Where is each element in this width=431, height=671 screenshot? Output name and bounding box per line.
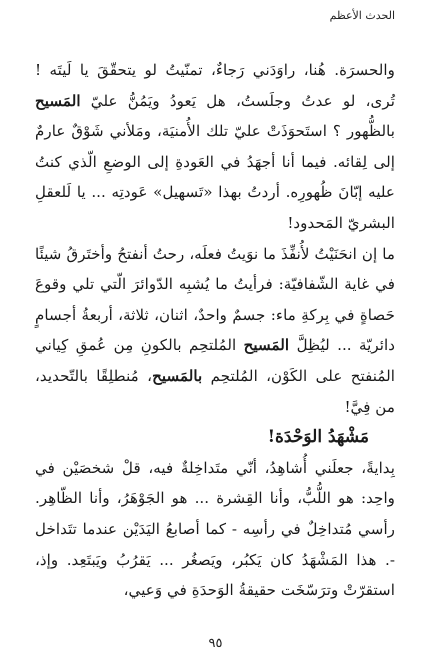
text-run: بالظُّهور ؟ استَحوَذَتْ عليّ تلك الأُمنيَة، ومَلأني شَوْقٌ عارمٌ إلى لِقائه. فيما أنا أجهَدُ في العَودةِ إلى الوضعِ الّذي كنتُ عليه إبّانَ ظُهورِه. أردتُ بهذا «تَسهيل» عَودتِه ... يا لَلعقلِ البشريّ المَحدود!	[35, 122, 395, 232]
text-run: ، مُنطلِقًا بالتّحديد، من فِيَّ!	[35, 366, 395, 416]
text-run: ما إن انحَنَيْتُ لأُنفِّذَ ما نوَيتُ فعلَه، رحتُ أنفتحُ وأختَرقُ شيئًا في غاية الشّفافيّة: فرأيتُ ما يُشبِه الدّوائرَ الّتي تلي وقوعَ حَصاةٍ في بِركةِ ماء: جسمٌ واحدٌ، اثنان، ثلاثة، أربعةُ أجسامٍ دائريّة ... ليُظِلَّ	[35, 244, 395, 355]
body-text	[35, 55, 395, 606]
emphasized-term: بالمَسيح	[152, 366, 203, 385]
text-run: بِدايةً، جعلَني أُشاهِدُ، أنّي متَداخِلةٌ فيه، قلْ شخصَيْن في واحِد: هو اللُّبُّ، وأنا القِشرة ... هو الجَوْهَرُ، وأنا الظّاهِر. رأسي مُتداخِلٌ في رأسِه - كما أصابعُ اليَدَيْن عندما تتَداخل -. هذا المَشْهَدُ كان يَكبُر، ويَصغُر ... يَقرُبُ ويَبتَعِد. وإذ، استقرّتْ وترَسّخَت حقيقةُ الوَحدَةِ في وَعيي،	[35, 458, 395, 600]
paragraph	[35, 239, 395, 423]
page-number: ٩٥	[208, 636, 223, 651]
text-run: المُلتحِم بالكونِ مِن عُمقِ كِياني المُنفتح على الكَوْن، المُلتحِم	[35, 336, 396, 385]
emphasized-term: المَسيح	[35, 91, 81, 110]
paragraph	[35, 453, 395, 606]
section-heading	[35, 422, 395, 453]
emphasized-term: المَسيح	[243, 336, 290, 355]
text-run: والحسرَة. هُنا، راوَدَني رَجاءٌ، تمنّيتُ لو يتحقّقَ يا لَيتَه ! تُرى، لو عدتُ وجلَستُ، هل يَعودُ ويَمُنُّ عليّ	[35, 61, 395, 110]
text-run: مَشْهَدُ الوَحْدَة!	[267, 427, 369, 448]
running-title: الحدث الأعظم	[329, 9, 395, 22]
paragraph	[35, 55, 395, 239]
